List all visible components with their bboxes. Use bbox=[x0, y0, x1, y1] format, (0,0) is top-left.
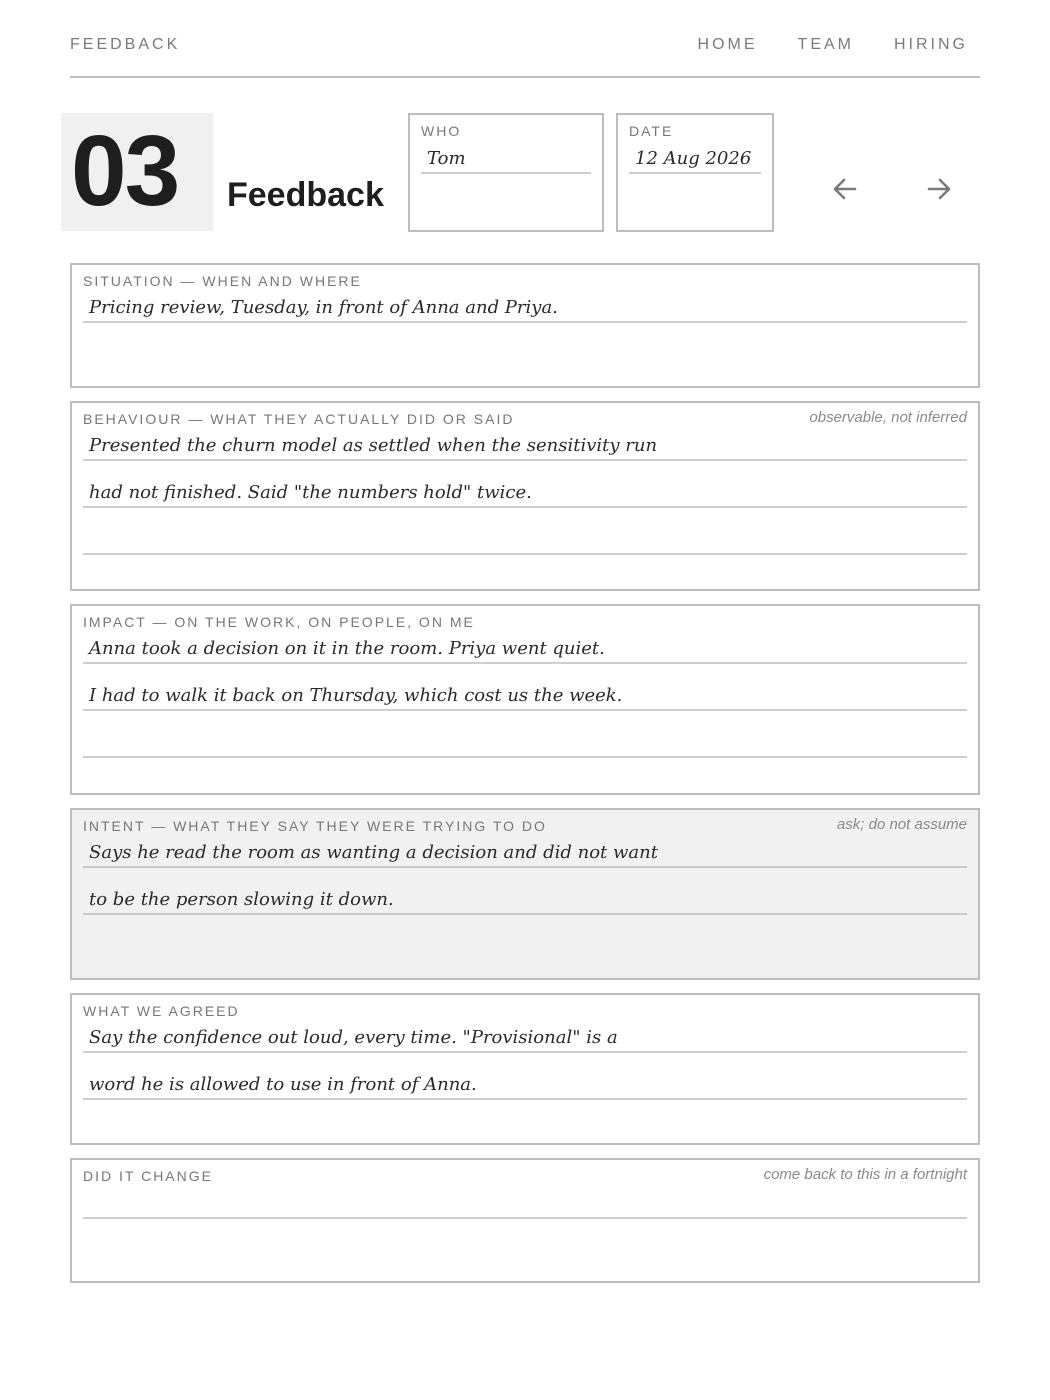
next-page-button[interactable] bbox=[921, 172, 957, 206]
date-box bbox=[616, 113, 774, 232]
situation-heading: SITUATION — WHEN AND WHERE bbox=[83, 273, 362, 289]
did-it-change-heading: DID IT CHANGE bbox=[83, 1168, 213, 1184]
intent-section bbox=[70, 808, 980, 980]
impact-heading: IMPACT — ON THE WORK, ON PEOPLE, ON ME bbox=[83, 614, 475, 630]
intent-line-1[interactable]: Says he read the room as wanting a decision and did not want bbox=[83, 838, 967, 868]
who-label: WHO bbox=[421, 123, 462, 139]
top-navigation bbox=[70, 36, 980, 78]
arrow-left-icon bbox=[827, 172, 863, 206]
situation-line-1[interactable]: Pricing review, Tuesday, in front of Anna and Priya. bbox=[83, 293, 967, 323]
page-title: Feedback bbox=[227, 176, 384, 214]
impact-line-3[interactable] bbox=[83, 728, 967, 758]
brand-label: FEEDBACK bbox=[70, 36, 181, 53]
agreed-line-1[interactable]: Say the confidence out loud, every time. "Provisional" is a bbox=[83, 1023, 967, 1053]
nav-home-link[interactable]: HOME bbox=[697, 36, 758, 53]
nav-team-link[interactable]: TEAM bbox=[797, 36, 854, 53]
agreed-section bbox=[70, 993, 980, 1145]
agreed-heading: WHAT WE AGREED bbox=[83, 1003, 240, 1019]
date-field[interactable]: 12 Aug 2026 bbox=[629, 145, 761, 174]
behaviour-heading: BEHAVIOUR — WHAT THEY ACTUALLY DID OR SAID bbox=[83, 411, 515, 427]
behaviour-line-3[interactable] bbox=[83, 525, 967, 555]
did-it-change-hint: come back to this in a fortnight bbox=[763, 1166, 967, 1183]
behaviour-line-2[interactable]: had not finished. Said "the numbers hold" twice. bbox=[83, 478, 967, 508]
behaviour-section bbox=[70, 401, 980, 591]
date-label: DATE bbox=[629, 123, 674, 139]
did-it-change-line-1[interactable] bbox=[83, 1189, 967, 1219]
impact-section bbox=[70, 604, 980, 795]
intent-heading: INTENT — WHAT THEY SAY THEY WERE TRYING TO DO bbox=[83, 818, 547, 834]
nav-hiring-link[interactable]: HIRING bbox=[894, 36, 968, 53]
previous-page-button[interactable] bbox=[827, 172, 863, 206]
did-it-change-section bbox=[70, 1158, 980, 1283]
nav-links bbox=[698, 36, 968, 54]
who-box bbox=[408, 113, 604, 232]
impact-line-1[interactable]: Anna took a decision on it in the room. Priya went quiet. bbox=[83, 634, 967, 664]
situation-section bbox=[70, 263, 980, 388]
page-number: 03 bbox=[71, 115, 179, 227]
page-number-block bbox=[61, 113, 213, 231]
behaviour-hint: observable, not inferred bbox=[809, 409, 967, 426]
intent-hint: ask; do not assume bbox=[836, 816, 967, 833]
agreed-line-2[interactable]: word he is allowed to use in front of Anna. bbox=[83, 1070, 967, 1100]
arrow-right-icon bbox=[921, 172, 957, 206]
impact-line-2[interactable]: I had to walk it back on Thursday, which cost us the week. bbox=[83, 681, 967, 711]
who-field[interactable]: Tom bbox=[421, 145, 591, 174]
intent-line-2[interactable]: to be the person slowing it down. bbox=[83, 885, 967, 915]
behaviour-line-1[interactable]: Presented the churn model as settled when the sensitivity run bbox=[83, 431, 967, 461]
